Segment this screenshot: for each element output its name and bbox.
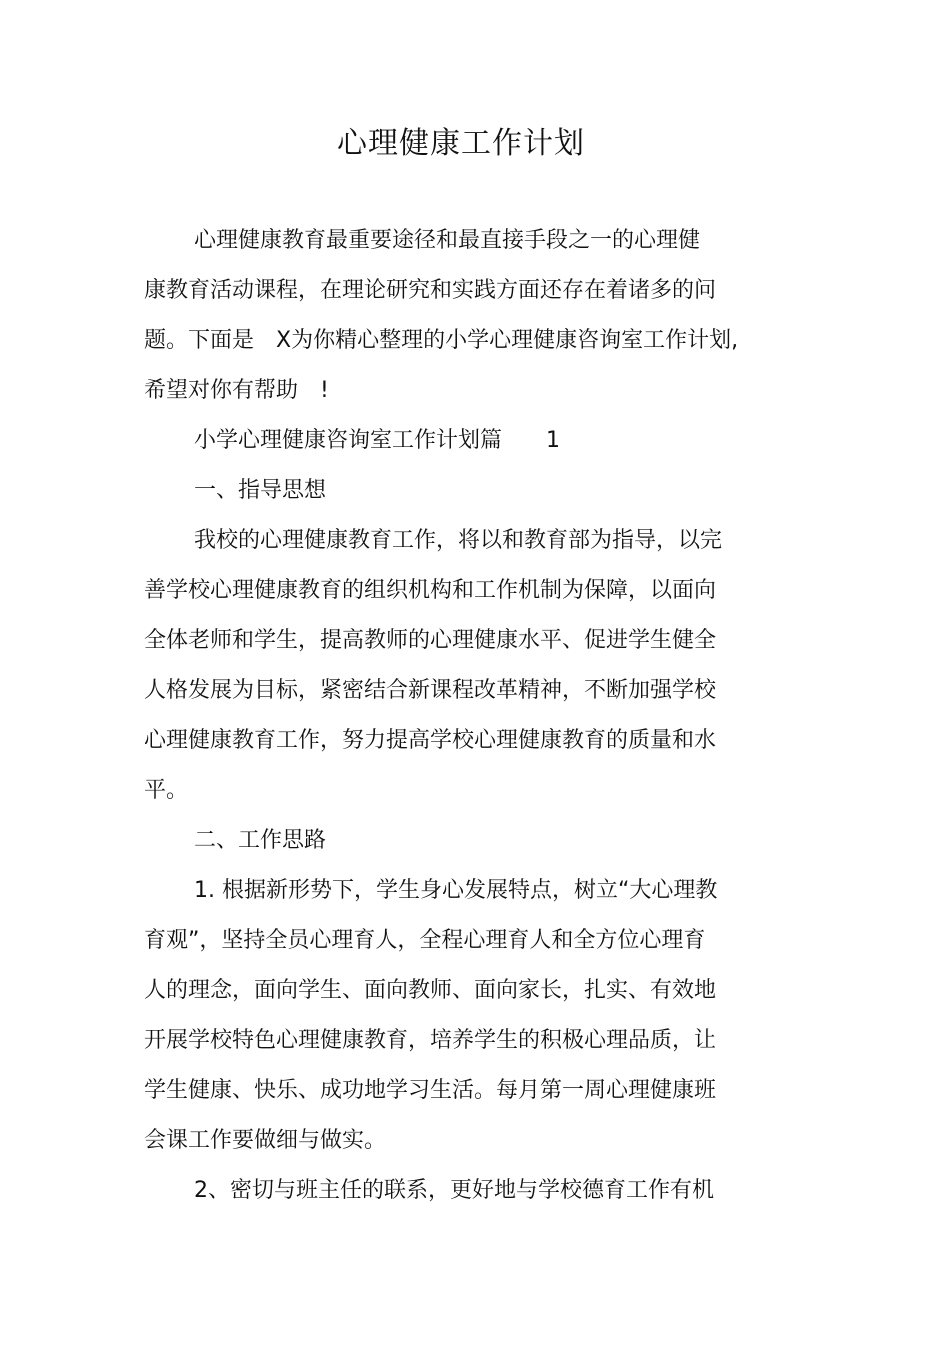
paragraph-line: 我校的心理健康教育工作，将以和教育部为指导，以完 [194,528,723,553]
paragraph-line: 心理健康教育工作，努力提高学校心理健康教育的质量和水 [144,728,717,753]
paragraph-line: 人的理念，面向学生、面向教师、面向家长，扎实、有效地 [144,978,717,1003]
paragraph-line: 1. 根据新形势下，学生身心发展特点，树立“大心理教 [194,878,718,903]
paragraph-line: 平。 [144,778,189,803]
paragraph-line: 康教育活动课程，在理论研究和实践方面还存在着诸多的问 [144,278,717,303]
paragraph-line: 善学校心理健康教育的组织机构和工作机制为保障，以面向 [144,578,717,603]
paragraph-line: 育观”，坚持全员心理育人，全程心理育人和全方位心理育 [144,928,706,953]
section-heading: 二、工作思路 [194,828,327,853]
paragraph-line: 开展学校特色心理健康教育，培养学生的积极心理品质，让 [144,1028,717,1053]
section-subtitle: 小学心理健康咨询室工作计划篇 1 [194,428,560,453]
paragraph-line: 心理健康教育最重要途径和最直接手段之一的心理健 [194,228,701,253]
document-title: 心理健康工作计划 [337,126,585,161]
paragraph-line: 会课工作要做细与做实。 [144,1128,387,1153]
paragraph-line: 2、密切与班主任的联系，更好地与学校德育工作有机 [194,1178,714,1203]
paragraph-line: 全体老师和学生，提高教师的心理健康水平、促进学生健全 [144,628,717,653]
section-heading: 一、指导思想 [194,478,327,503]
paragraph-line: 题。下面是 X为你精心整理的小学心理健康咨询室工作计划, [144,328,739,353]
paragraph-line: 希望对你有帮助 ! [144,378,329,403]
paragraph-line: 学生健康、快乐、成功地学习生活。每月第一周心理健康班 [144,1078,717,1103]
paragraph-line: 人格发展为目标，紧密结合新课程改革精神，不断加强学校 [144,678,717,703]
